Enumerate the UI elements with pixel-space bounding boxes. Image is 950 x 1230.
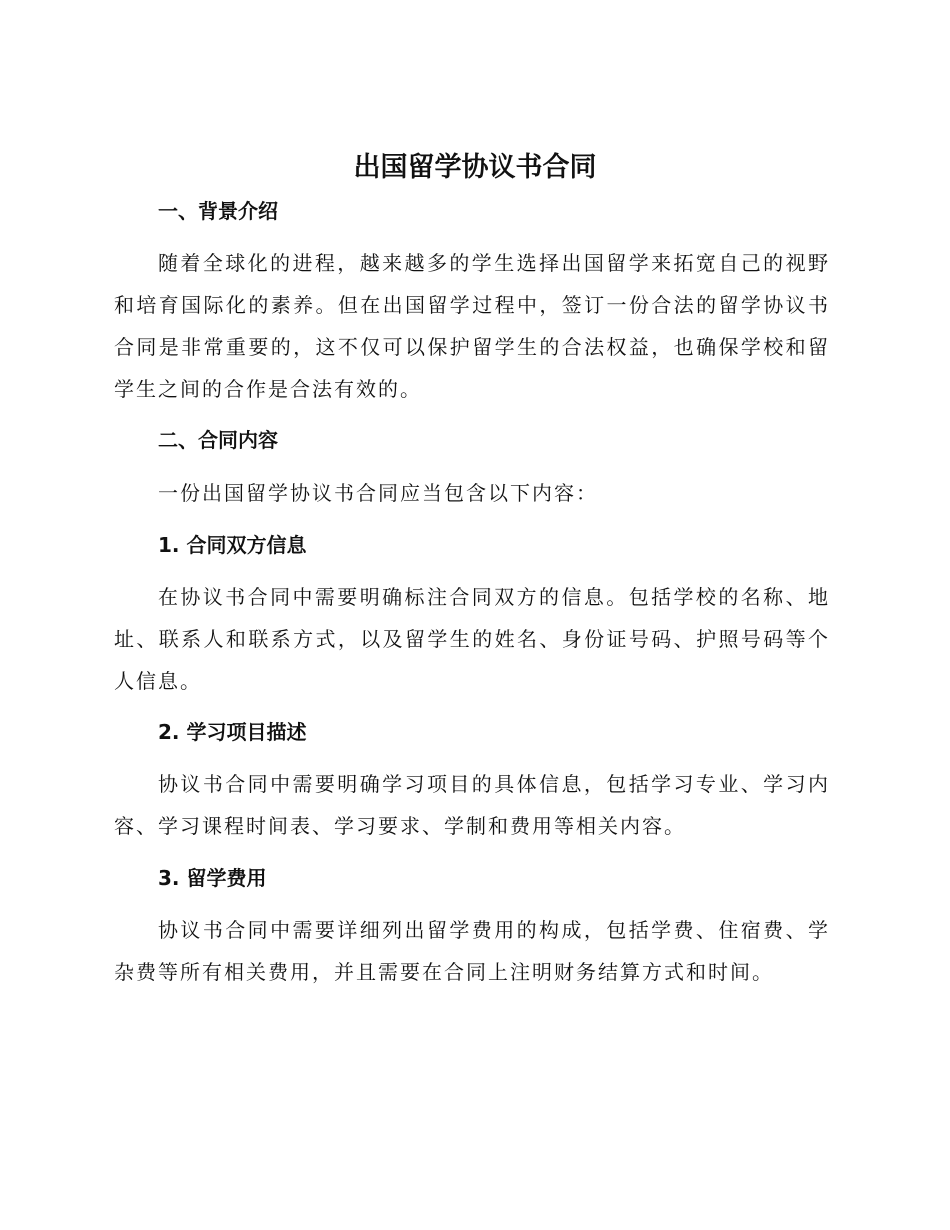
item-paragraph-party-info: 在协议书合同中需要明确标注合同双方的信息。包括学校的名称、地址、联系人和联系方式，以及留学生的姓名、身份证号码、护照号码等个人信息。 [114,585,830,693]
item-paragraph-study-program: 协议书合同中需要明确学习项目的具体信息，包括学习专业、学习内容、学习课程时间表、学习要求、学制和费用等相关内容。 [114,772,830,838]
section-intro-contract-content: 一份出国留学协议书合同应当包含以下内容： [158,481,598,505]
item-heading-study-fees: 3. 留学费用 [158,866,267,890]
page-title: 出国留学协议书合同 [353,152,597,183]
section-heading-background: 一、背景介绍 [158,199,278,223]
item-paragraph-study-fees: 协议书合同中需要详细列出留学费用的构成，包括学费、住宿费、学杂费等所有相关费用，并且需要在合同上注明财务结算方式和时间。 [114,918,830,984]
section-heading-contract-content: 二、合同内容 [158,428,278,452]
item-heading-study-program: 2. 学习项目描述 [158,720,307,744]
item-heading-party-info: 1. 合同双方信息 [158,533,307,557]
section-paragraph-background: 随着全球化的进程，越来越多的学生选择出国留学来拓宽自己的视野和培育国际化的素养。但在出国留学过程中，签订一份合法的留学协议书合同是非常重要的，这不仅可以保护留学生的合法权益，也确保学校和留学生之间的合作是合法有效的。 [114,251,830,401]
